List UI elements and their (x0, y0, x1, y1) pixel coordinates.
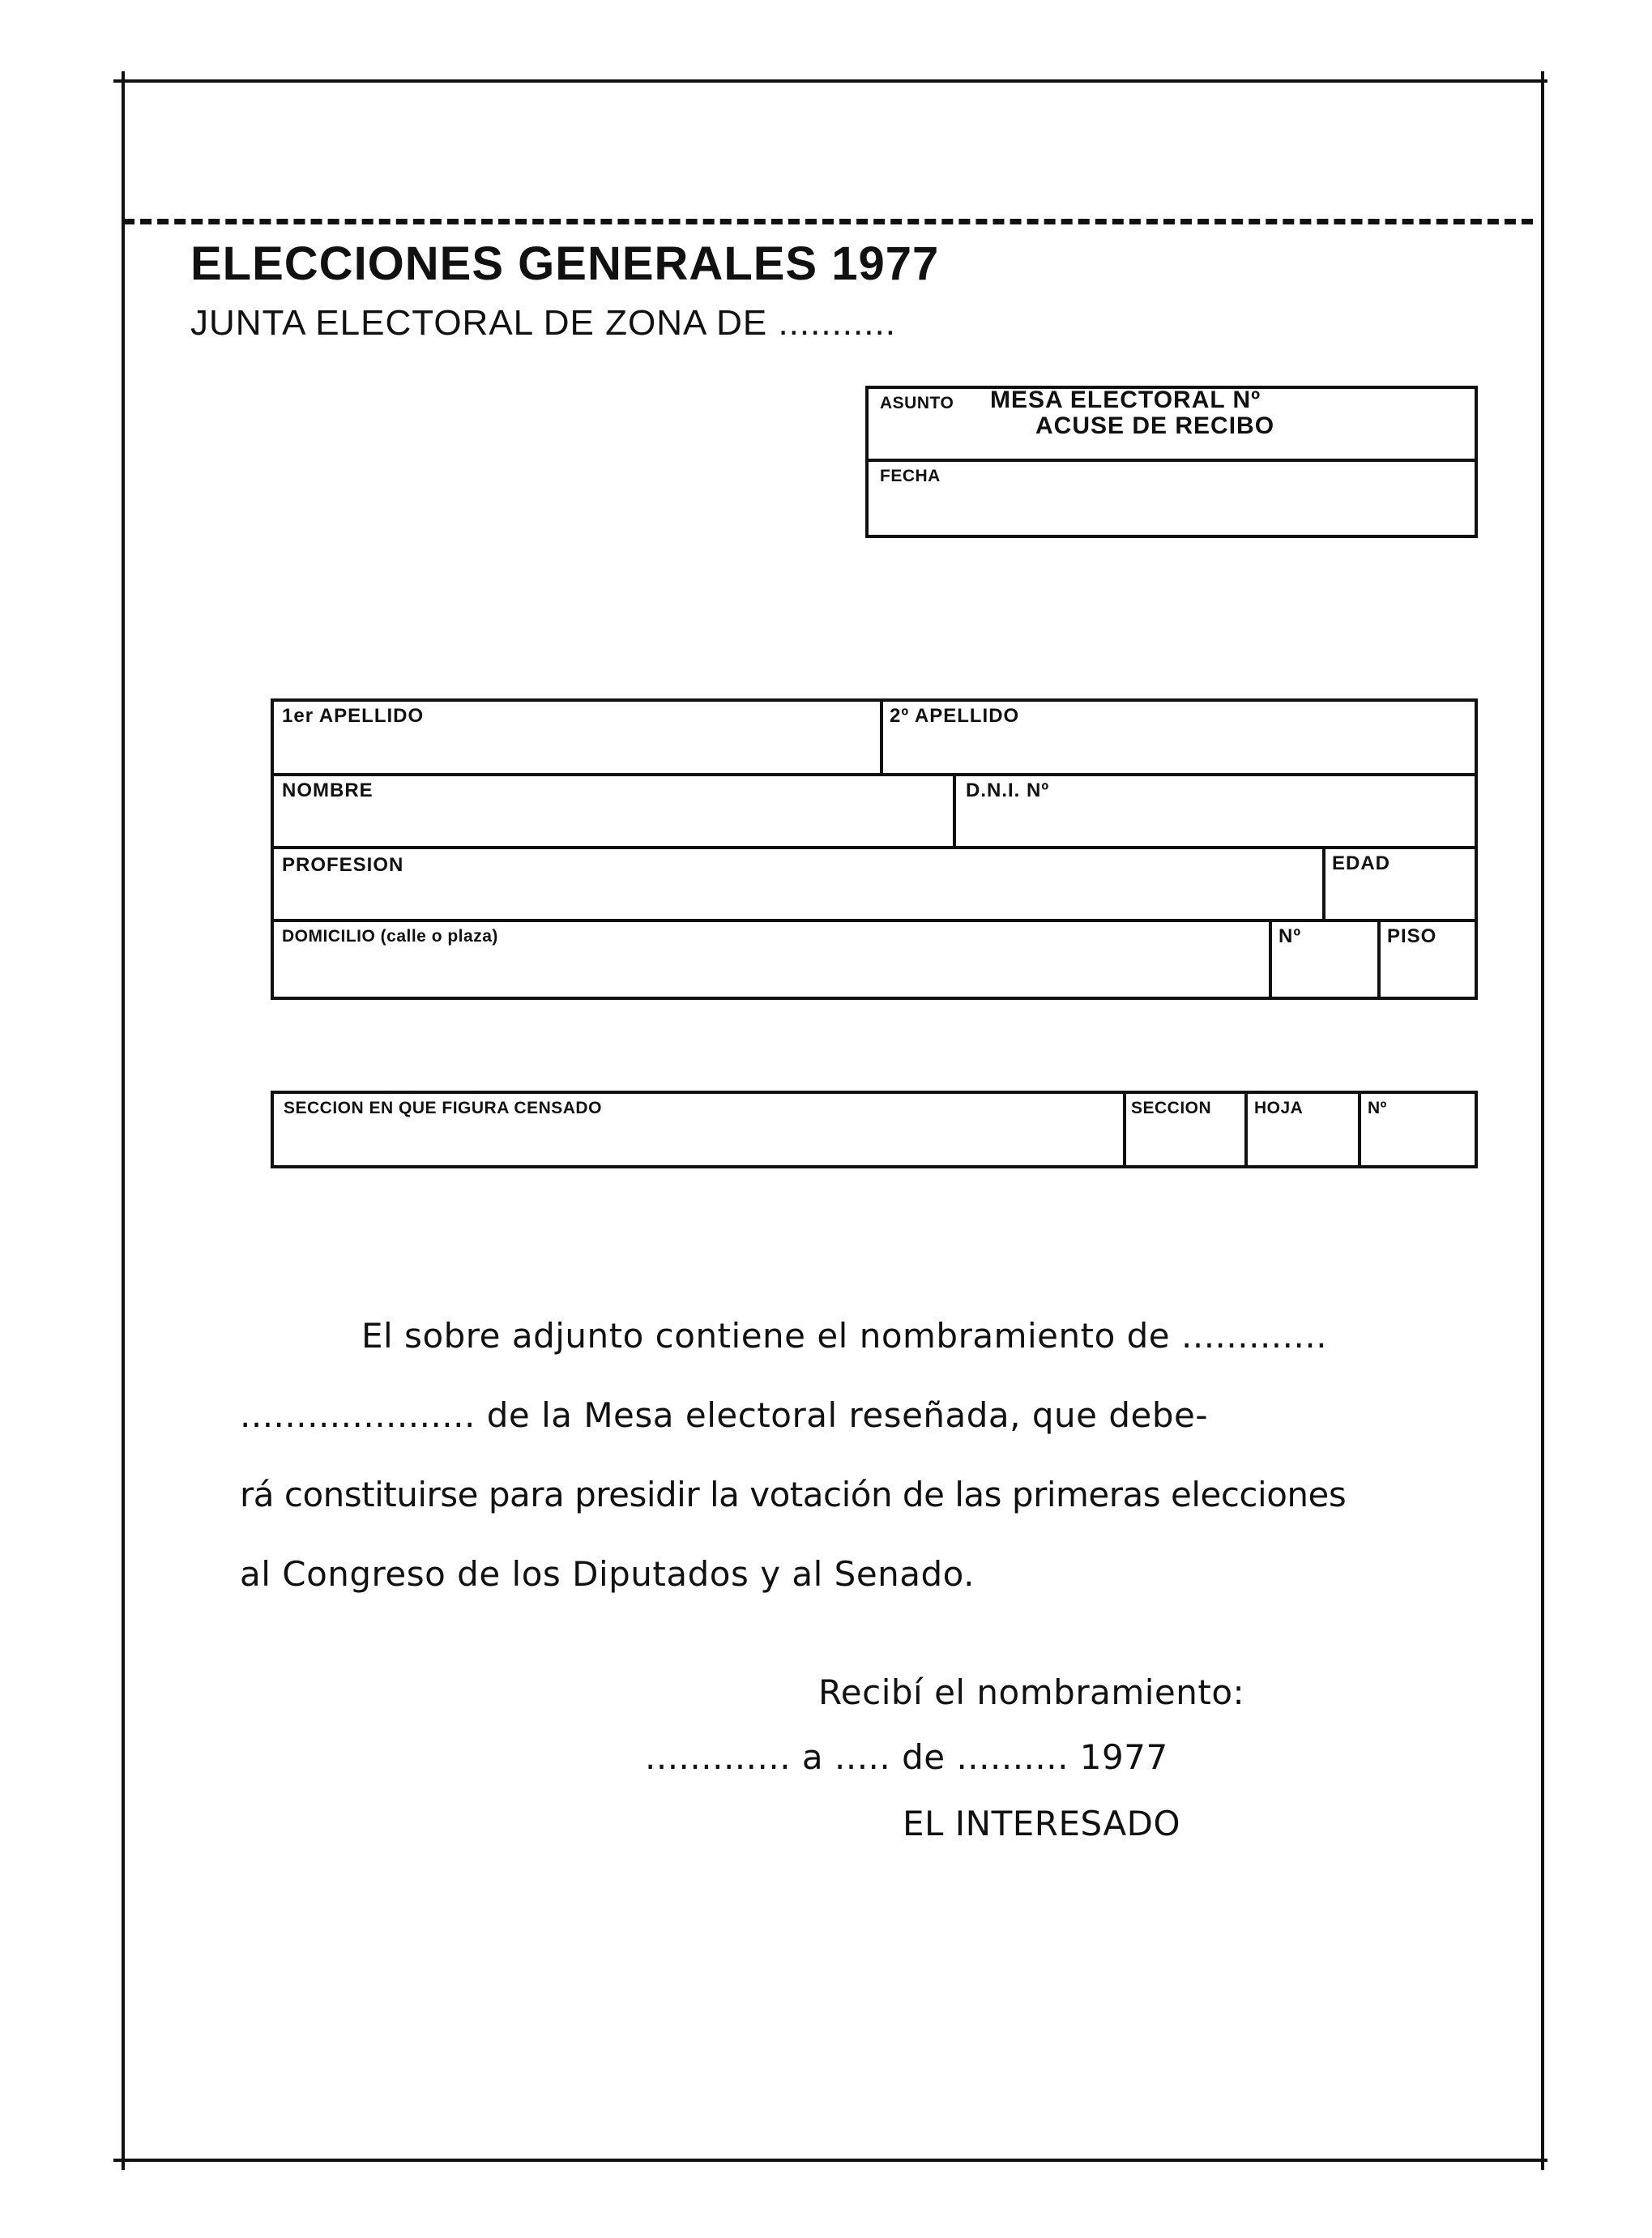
cut-line (123, 219, 1533, 224)
body-line-2: ..................... de la Mesa electoral reseñada, que debe- (240, 1395, 1208, 1435)
profesion-label: PROFESION (282, 854, 404, 876)
seccion-label: SECCION (1131, 1099, 1212, 1117)
page-subtitle: JUNTA ELECTORAL DE ZONA DE ........... (190, 303, 896, 343)
frame-bottom (113, 2159, 1547, 2162)
body-paragraph (240, 1296, 1455, 1614)
col-divider-edad (1322, 849, 1325, 919)
col-divider-apellido (880, 702, 883, 773)
col-divider-hoja (1244, 1094, 1248, 1165)
asunto-line1: MESA ELECTORAL Nº (990, 387, 1261, 413)
body-line-3: rá constituirse para presidir la votación de las primeras elecciones (240, 1475, 1347, 1514)
body-line-1: El sobre adjunto contiene el nombramiento de ............. (361, 1316, 1328, 1356)
fecha-label: FECHA (880, 467, 941, 485)
page-title: ELECCIONES GENERALES 1977 (190, 237, 940, 290)
hoja-label: HOJA (1254, 1099, 1304, 1117)
col-divider-num (1358, 1094, 1361, 1165)
domicilio-label: DOMICILIO (calle o plaza) (282, 927, 498, 946)
row-divider-1 (271, 773, 1478, 776)
frame-right (1541, 71, 1544, 2170)
asunto-label: ASUNTO (880, 394, 954, 412)
row-divider-3 (271, 919, 1478, 922)
frame-left (122, 71, 125, 2170)
numero-label: Nº (1278, 925, 1302, 947)
apellido2-label: 2º APELLIDO (890, 705, 1020, 727)
census-numero-label: Nº (1368, 1099, 1387, 1117)
col-divider-piso (1377, 922, 1381, 1000)
date-line: ............. a ..... de .......... 1977 (645, 1737, 1168, 1777)
piso-label: PISO (1387, 925, 1437, 947)
dni-label: D.N.I. Nº (966, 779, 1050, 801)
personal-form (271, 698, 1478, 1000)
col-divider-dni (953, 776, 956, 846)
col-divider-seccion (1123, 1094, 1126, 1165)
edad-label: EDAD (1332, 852, 1391, 874)
seccion-censado-label: SECCION EN QUE FIGURA CENSADO (284, 1099, 602, 1117)
interesado-text: EL INTERESADO (903, 1804, 1181, 1843)
col-divider-numero (1269, 922, 1272, 1000)
body-line-4: al Congreso de los Diputados y al Senado. (240, 1554, 975, 1594)
frame-top (113, 79, 1547, 83)
recibi-text: Recibí el nombramiento: (818, 1672, 1245, 1712)
asunto-divider (865, 459, 1478, 462)
apellido1-label: 1er APELLIDO (282, 705, 425, 727)
row-divider-2 (271, 846, 1478, 849)
nombre-label: NOMBRE (282, 779, 374, 801)
asunto-line2: ACUSE DE RECIBO (1035, 412, 1275, 439)
